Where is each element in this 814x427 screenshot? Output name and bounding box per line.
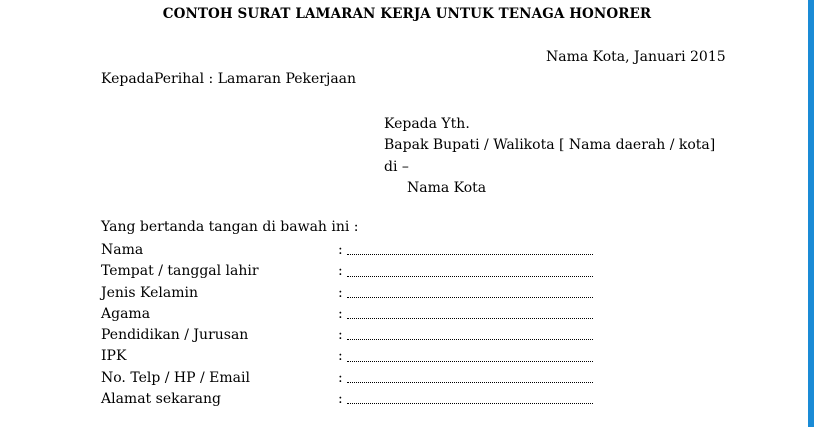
field-colon: : — [338, 391, 343, 408]
field-label: Nama — [101, 242, 144, 258]
field-blank-line — [347, 368, 593, 389]
field-label: Jenis Kelamin — [101, 284, 198, 301]
recipient-greeting: Kepada Yth. — [384, 116, 470, 132]
form-row-alamat-sekarang — [101, 389, 601, 410]
page-border-accent — [808, 0, 814, 427]
form-row-kontak — [101, 368, 601, 389]
recipient-location-prefix: di – — [384, 158, 409, 175]
field-blank-line — [347, 240, 593, 261]
field-colon: : — [338, 305, 343, 322]
field-label: Pendidikan / Jurusan — [101, 327, 249, 344]
intro-text: Yang bertanda tangan di bawah ini : — [101, 219, 359, 235]
form-row-jenis-kelamin — [101, 283, 601, 304]
field-blank-line — [347, 261, 593, 282]
form-row-pendidikan-jurusan — [101, 325, 601, 346]
field-colon: : — [338, 284, 343, 301]
form-row-tempat-tanggal-lahir — [101, 261, 601, 282]
field-colon: : — [338, 348, 343, 365]
field-blank-line — [347, 304, 593, 325]
field-blank-line — [347, 325, 593, 346]
recipient-block — [384, 114, 715, 199]
field-label: Tempat / tanggal lahir — [101, 263, 259, 280]
field-blank-line — [347, 389, 593, 410]
letter-subject: KepadaPerihal : Lamaran Pekerjaan — [101, 71, 357, 87]
field-label: Alamat sekarang — [101, 391, 221, 408]
field-blank-line — [347, 283, 593, 304]
field-label: IPK — [101, 348, 127, 365]
field-label: No. Telp / HP / Email — [101, 369, 250, 386]
field-colon: : — [338, 327, 343, 344]
recipient-name: Bapak Bupati / Walikota [ Nama daerah / kota] — [384, 137, 716, 154]
form-row-ipk — [101, 346, 601, 367]
field-blank-line — [347, 346, 593, 367]
field-colon: : — [338, 369, 343, 386]
field-colon: : — [338, 242, 343, 258]
field-label: Agama — [101, 305, 151, 322]
letter-date: Nama Kota, Januari 2015 — [546, 49, 726, 65]
document-title: CONTOH SURAT LAMARAN KERJA UNTUK TENAGA HONORER — [162, 6, 652, 22]
truncated-next-line — [101, 420, 701, 427]
form-row-agama — [101, 304, 601, 325]
form-row-nama — [101, 240, 601, 261]
applicant-form — [101, 240, 601, 410]
field-colon: : — [338, 263, 343, 280]
recipient-city: Nama Kota — [407, 179, 487, 196]
